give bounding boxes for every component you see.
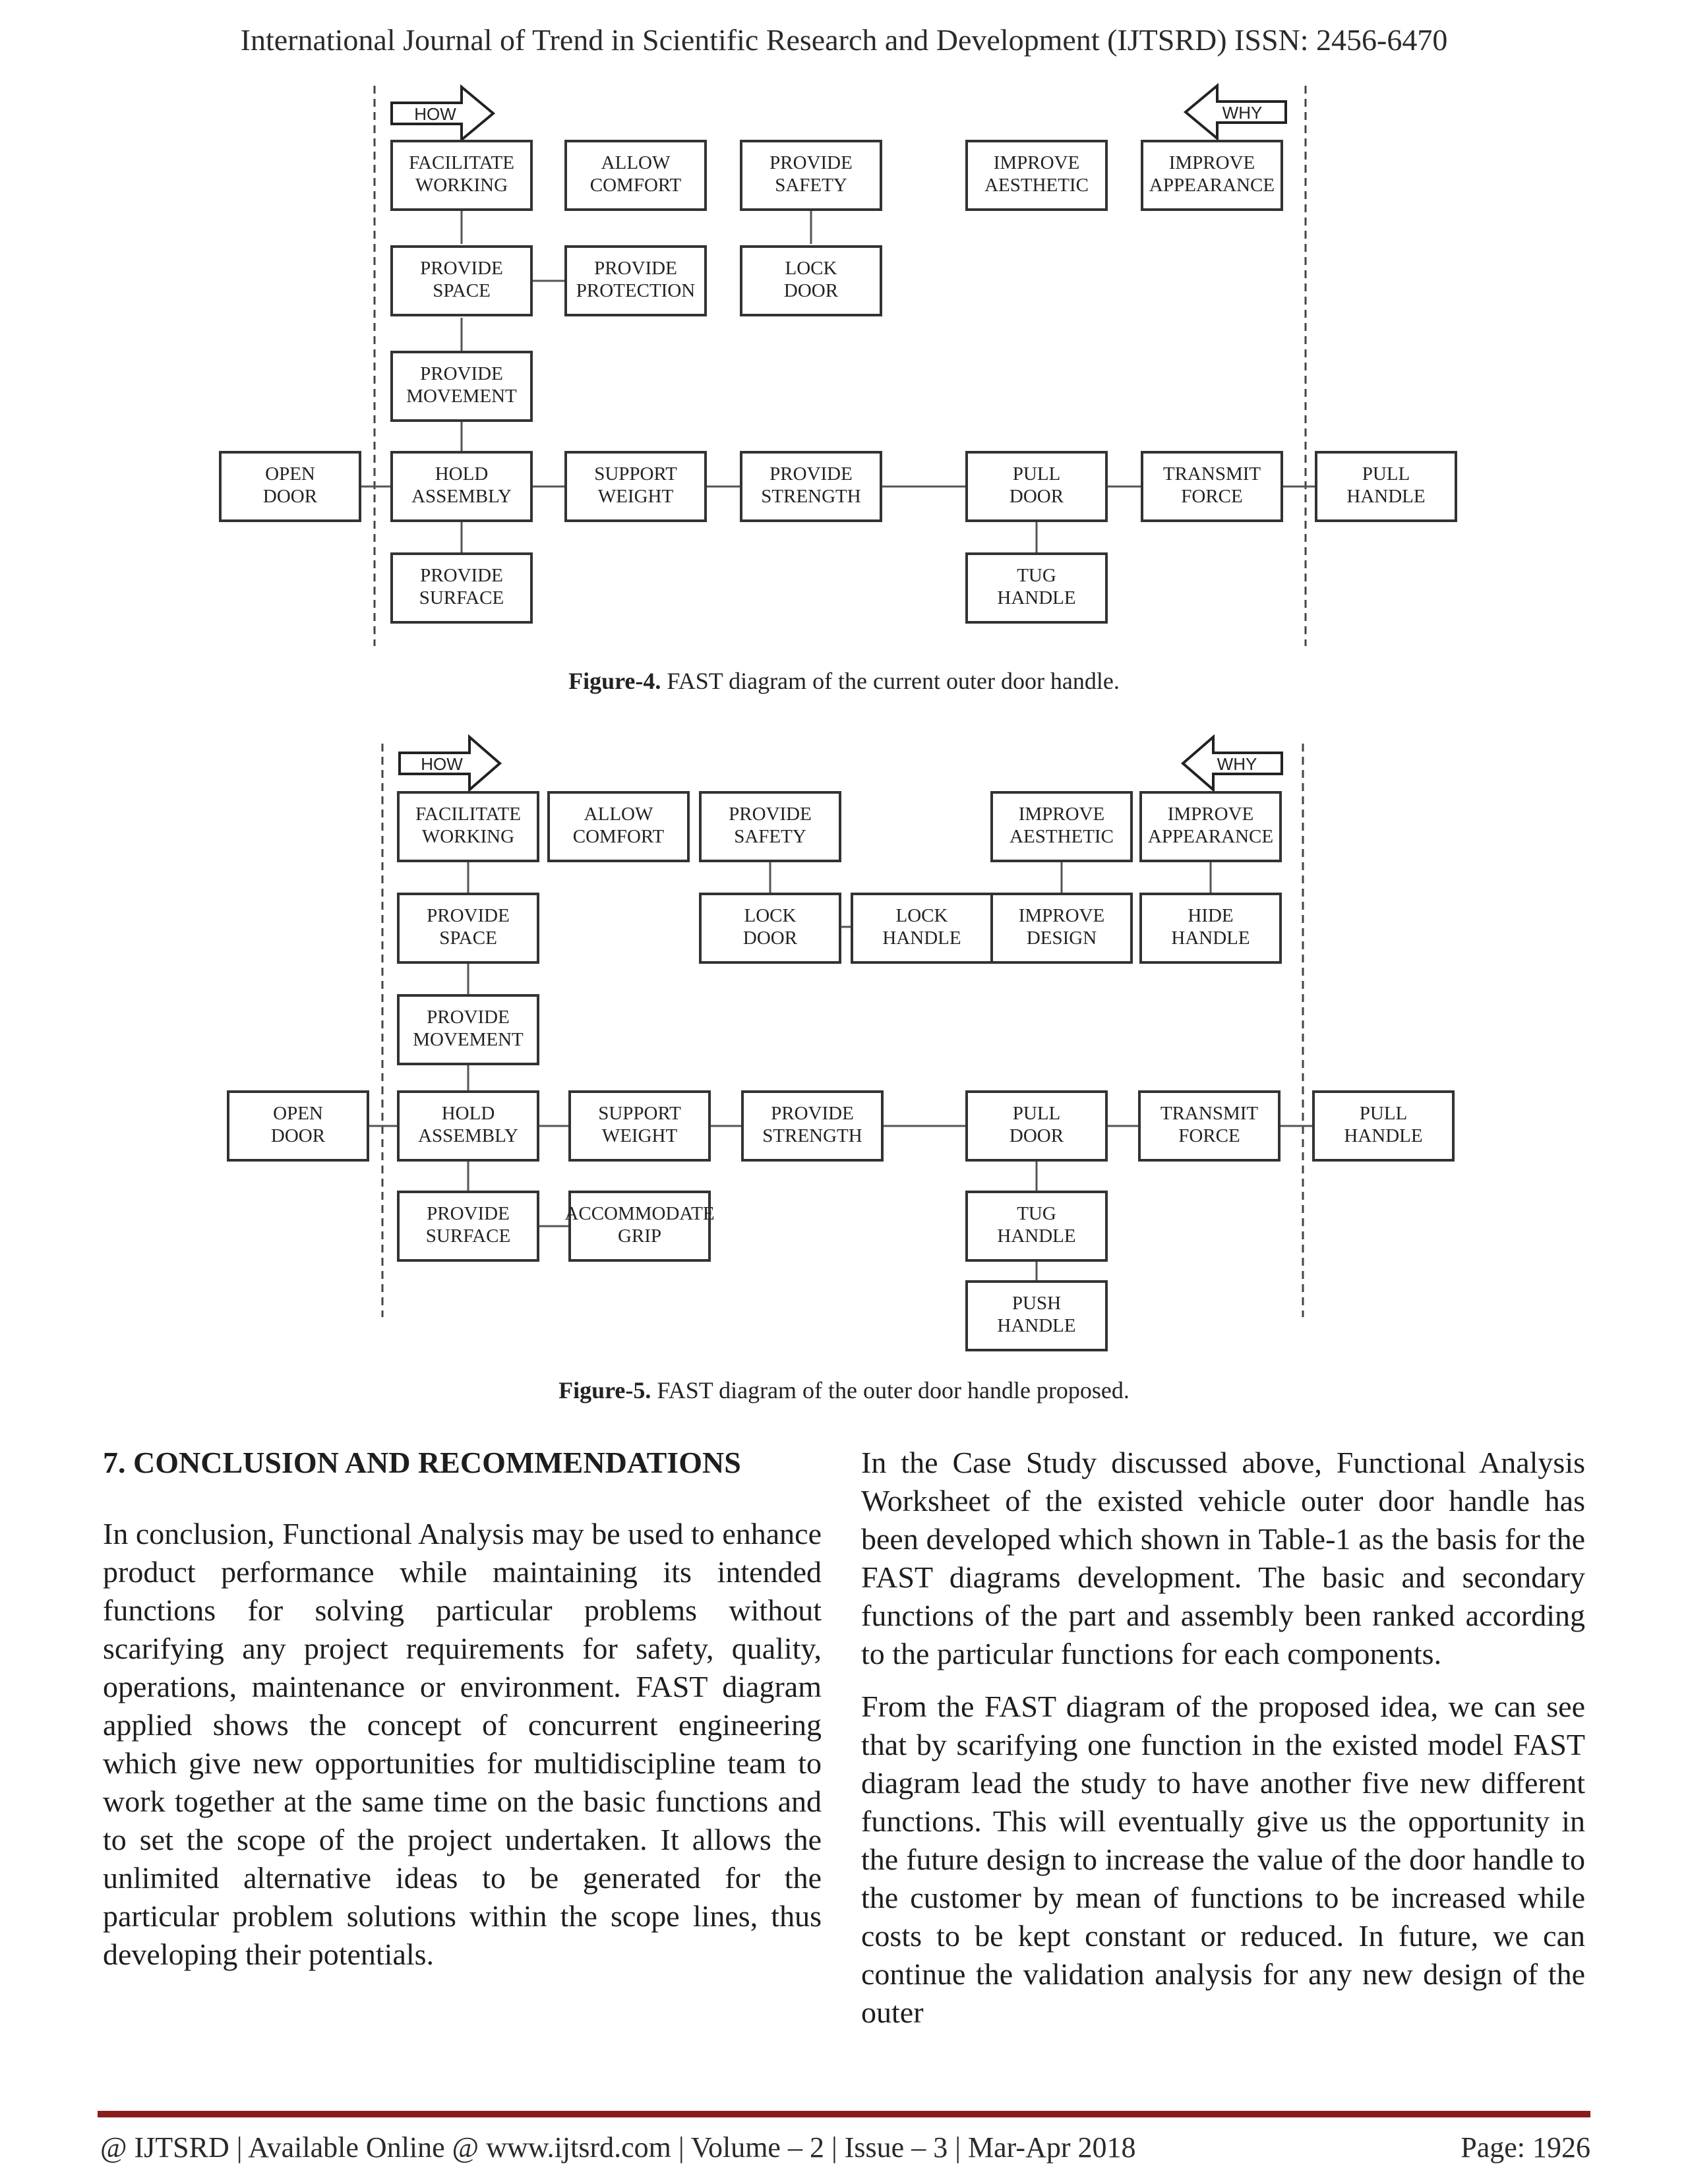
node-label: STRENGTH: [762, 1125, 862, 1146]
node-label: WEIGHT: [601, 1125, 678, 1146]
right-paragraph-2: From the FAST diagram of the proposed idea, we can see that by scarifying one function in the existed model FAST diagram lead the study to have another five new different functions. This will eventually give us the opportunity in the future design to increase the value of the door handle to the customer by mean of functions to be increased while costs to be kept constant or reduced. In future, we can continue the validation analysis for any new design of the outer: [861, 1690, 1585, 2029]
function-node-support: [566, 452, 706, 521]
node-label: LOCK: [744, 905, 797, 926]
function-node-appearance: [1142, 141, 1282, 210]
node-label: PUSH: [1011, 1293, 1062, 1314]
node-label: PROVIDE: [729, 804, 812, 825]
function-node-pullhandle: [1316, 452, 1456, 521]
node-label: TUG: [1017, 565, 1056, 586]
node-label: PROVIDE: [420, 363, 503, 384]
node-label: DOOR: [783, 280, 839, 301]
node-label: PULL: [1359, 1103, 1408, 1124]
function-node-design: [992, 894, 1131, 962]
page-footer: [100, 2131, 1590, 2164]
function-node-transmit: [1139, 1092, 1279, 1160]
node-label: ALLOW: [584, 804, 653, 825]
node-label: FORCE: [1181, 486, 1243, 507]
node-label: TRANSMIT: [1160, 1103, 1259, 1124]
node-label: DOOR: [742, 928, 798, 949]
node-label: SPACE: [439, 928, 497, 949]
node-label: WORKING: [415, 175, 508, 196]
node-label: IMPROVE: [1167, 804, 1254, 825]
left-column: [103, 1444, 822, 1988]
node-label: PROVIDE: [771, 1103, 854, 1124]
function-node-allow: [549, 792, 688, 861]
svg-text:HOW: HOW: [414, 104, 456, 124]
node-label: PROVIDE: [427, 905, 510, 926]
node-label: MOVEMENT: [406, 386, 517, 407]
footer-rule: [98, 2111, 1590, 2117]
function-node-surface: [392, 554, 531, 622]
node-label: PROVIDE: [769, 152, 853, 173]
node-label: ASSEMBLY: [418, 1125, 518, 1146]
section-heading: 7. CONCLUSION AND RECOMMENDATIONS: [103, 1446, 741, 1479]
function-node-hold: [398, 1092, 538, 1160]
figure-4-fast-diagram: [0, 79, 1688, 672]
function-node-tug: [967, 554, 1106, 622]
node-label: OPEN: [265, 463, 315, 485]
function-node-push: [967, 1282, 1106, 1350]
node-label: SAFETY: [734, 826, 806, 847]
node-label: IMPROVE: [1168, 152, 1255, 173]
right-paragraph-1: In the Case Study discussed above, Functional Analysis Worksheet of the existed vehicle outer door handle has been developed which shown in Table-1 as the basis for the FAST diagrams development. The basic and secondary functions of the part and assembly been ranked according to the particular functions for each components.: [861, 1446, 1585, 1670]
function-node-facilitate: [398, 792, 538, 861]
svg-text:HOW: HOW: [421, 754, 463, 774]
node-label: FACILITATE: [409, 152, 514, 173]
node-label: SPACE: [433, 280, 491, 301]
function-node-hide: [1141, 894, 1281, 962]
function-node-open: [220, 452, 360, 521]
how-arrow: [392, 87, 493, 140]
node-label: IMPROVE: [993, 152, 1080, 173]
node-label: SURFACE: [425, 1225, 511, 1247]
node-label: SUPPORT: [594, 463, 677, 485]
function-node-protection: [566, 247, 706, 315]
node-label: SURFACE: [419, 587, 504, 608]
function-node-movement: [398, 995, 538, 1064]
node-label: PULL: [1362, 463, 1410, 485]
function-node-grip: [564, 1192, 714, 1260]
function-node-safety: [700, 792, 840, 861]
svg-text:WHY: WHY: [1217, 754, 1257, 774]
node-label: TUG: [1017, 1203, 1056, 1224]
node-label: DOOR: [1009, 486, 1064, 507]
node-label: HANDLE: [1344, 1125, 1423, 1146]
node-label: HOLD: [441, 1103, 495, 1124]
function-node-lockdoor: [741, 247, 881, 315]
function-node-movement: [392, 352, 531, 421]
function-node-safety: [741, 141, 881, 210]
function-node-facilitate: [392, 141, 531, 210]
figure-5-fast-diagram: [0, 730, 1688, 1363]
function-node-space: [392, 247, 531, 315]
node-label: FORCE: [1178, 1125, 1240, 1146]
node-label: PROVIDE: [427, 1203, 510, 1224]
node-label: PULL: [1012, 1103, 1061, 1124]
function-node-aesthetic: [992, 792, 1131, 861]
why-arrow: [1186, 86, 1286, 138]
node-label: MOVEMENT: [413, 1029, 524, 1050]
node-label: DESIGN: [1026, 928, 1097, 949]
node-label: HANDLE: [997, 1315, 1076, 1336]
node-label: DOOR: [270, 1125, 326, 1146]
right-column: [861, 1444, 1585, 2046]
node-label: COMFORT: [589, 175, 682, 196]
svg-text:WHY: WHY: [1222, 103, 1263, 123]
node-label: PROVIDE: [769, 463, 853, 485]
node-label: HANDLE: [997, 587, 1076, 608]
node-label: HANDLE: [1346, 486, 1426, 507]
node-label: IMPROVE: [1018, 905, 1105, 926]
journal-header: International Journal of Trend in Scientific Research and Development (IJTSRD) ISSN: 2456-6470: [240, 23, 1448, 57]
function-node-surface: [398, 1192, 538, 1260]
node-label: PROVIDE: [594, 258, 677, 279]
function-node-hold: [392, 452, 531, 521]
node-label: DOOR: [262, 486, 318, 507]
node-label: SAFETY: [775, 175, 847, 196]
node-label: SUPPORT: [598, 1103, 681, 1124]
node-label: HANDLE: [882, 928, 961, 949]
function-node-lockdoor: [700, 894, 840, 962]
node-label: PROVIDE: [420, 565, 503, 586]
function-node-tug: [967, 1192, 1106, 1260]
node-label: HANDLE: [997, 1225, 1076, 1247]
node-label: FACILITATE: [415, 804, 521, 825]
left-paragraph: In conclusion, Functional Analysis may be used to enhance product performance while maintaining its intended functions for solving particular problems without scarifying any project requirements for safety, quality, operations, maintenance or environment. FAST diagram applied shows the concept of concurrent engineering which give new opportunities for multidiscipline team to work together at the same time on the basic functions and to set the scope of the project undertaken. It allows the unlimited alternative ideas to be generated for the particular problem solutions within the scope lines, thus developing their potentials.: [103, 1517, 822, 1971]
function-node-pullhandle: [1313, 1092, 1453, 1160]
function-node-space: [398, 894, 538, 962]
node-label: ASSEMBLY: [411, 486, 512, 507]
node-label: PROVIDE: [427, 1007, 510, 1028]
node-label: STRENGTH: [761, 486, 861, 507]
node-label: WORKING: [421, 826, 515, 847]
figure-4-caption: Figure-4. FAST diagram of the current outer door handle.: [568, 668, 1120, 694]
node-label: LOCK: [895, 905, 948, 926]
footer-info: @ IJTSRD | Available Online @ www.ijtsrd.com | Volume – 2 | Issue – 3 | Mar-Apr 2018: [100, 2131, 1136, 2164]
node-label: WEIGHT: [597, 486, 674, 507]
function-node-strength: [742, 1092, 882, 1160]
function-node-lockhandle: [852, 894, 992, 962]
function-node-pull: [967, 1092, 1106, 1160]
node-label: ACCOMMODATE: [564, 1203, 715, 1224]
node-label: HANDLE: [1171, 928, 1250, 949]
node-label: HOLD: [435, 463, 489, 485]
node-label: APPEARANCE: [1149, 175, 1275, 196]
node-label: GRIP: [617, 1225, 662, 1247]
page-number: Page: 1926: [1461, 2131, 1590, 2164]
node-label: HIDE: [1188, 905, 1234, 926]
node-label: PROTECTION: [576, 280, 696, 301]
node-label: ALLOW: [601, 152, 671, 173]
function-node-aesthetic: [967, 141, 1106, 210]
node-label: TRANSMIT: [1162, 463, 1261, 485]
function-node-open: [228, 1092, 368, 1160]
node-label: COMFORT: [572, 826, 665, 847]
figure-5-svg: [0, 730, 1688, 1363]
node-label: PROVIDE: [420, 258, 503, 279]
how-arrow: [400, 737, 500, 790]
function-node-allow: [566, 141, 706, 210]
function-node-strength: [741, 452, 881, 521]
node-label: PULL: [1012, 463, 1061, 485]
function-node-support: [570, 1092, 709, 1160]
figure-4-svg: [0, 79, 1688, 672]
function-node-appearance: [1141, 792, 1281, 861]
node-label: OPEN: [273, 1103, 323, 1124]
node-label: DOOR: [1009, 1125, 1064, 1146]
node-label: AESTHETIC: [984, 175, 1089, 196]
node-label: APPEARANCE: [1147, 826, 1274, 847]
node-label: LOCK: [785, 258, 837, 279]
why-arrow: [1183, 737, 1282, 790]
function-node-pull: [967, 452, 1106, 521]
function-node-transmit: [1142, 452, 1282, 521]
figure-5-caption: Figure-5. FAST diagram of the outer door handle proposed.: [558, 1377, 1130, 1403]
node-label: IMPROVE: [1018, 804, 1105, 825]
node-label: AESTHETIC: [1010, 826, 1114, 847]
